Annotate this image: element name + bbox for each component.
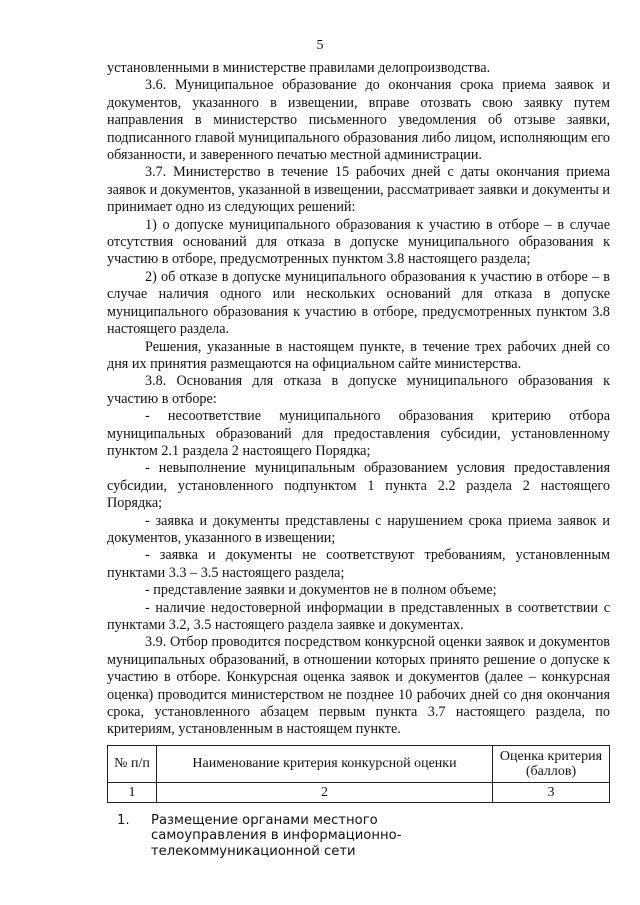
table-numbering-row <box>108 782 610 802</box>
refusal-reason: - заявка и документы не соответствуют требованиям, установленным пунктами 3.3 – 3.5 настоящего раздела; <box>107 547 610 581</box>
paragraph-3-6: 3.6. Муниципальное образование до окончания срока приема заявок и документов, указанного в извещении, вправе отозвать свою заявку путем направления в министерство письменного уведомления об отзыве заявки, подписанного главой муниципального образования либо лицом, исполняющим его обязанности, и заверенного печатью местной администрации. <box>107 77 610 164</box>
paragraph-decisions: Решения, указанные в настоящем пункте, в течение трех рабочих дней со дня их принятия размещаются на официальном сайте министерства. <box>107 338 610 372</box>
header-criterion: Наименование критерия конкурсной оценки <box>157 745 493 782</box>
refusal-reason: - несоответствие муниципального образования критерию отбора муниципальных образований для предоставления субсидии, установленному пунктом 2.1 раздела 2 настоящего Порядка; <box>107 408 610 459</box>
refusal-reason: - невыполнение муниципальным образованием условия предоставления субсидии, установленного подпунктом 1 пункта 2.2 раздела 2 настоящего Порядка; <box>107 460 610 512</box>
header-number: № п/п <box>108 745 157 782</box>
header-score: Оценка критерия (баллов) <box>493 745 610 782</box>
paragraph-3-8: 3.8. Основания для отказа в допуске муниципального образования к участию в отборе: <box>107 373 610 407</box>
table-row <box>107 813 610 860</box>
table-header-row <box>108 745 610 782</box>
criteria-table <box>107 745 610 803</box>
column-number: 1 <box>108 782 157 802</box>
refusal-reason: - представление заявки и документов не в полном объеме; <box>145 582 497 599</box>
page-number: 5 <box>316 38 324 53</box>
paragraph: установленными в министерстве правилами делопроизводства. <box>107 60 491 76</box>
document-body <box>107 60 610 859</box>
row-criterion: Размещение органами местного самоуправления в информационно-телекоммуникационной сети <box>151 812 402 859</box>
paragraph-3-9: 3.9. Отбор проводится посредством конкурсной оценки заявок и документов муниципальных образований, в отношении которых принято решение о допуске к участию в отборе. Конкурсная оценка заявок и документов (далее – конкурсная оценка) проводится министерством не позднее 10 рабочих дней со дня окончания срока, установленного абзацем первым пункта 3.7 настоящего раздела, по критериям, установленным в настоящем пункте. <box>107 634 610 738</box>
refusal-reason: - наличие недостоверной информации в представленных в соответствии с пунктами 3.2, 3.5 настоящего раздела заявке и документах. <box>107 599 610 633</box>
row-number: 1. <box>117 812 130 828</box>
decision-item-1: 1) о допуске муниципального образования к участию в отборе – в случае отсутствия оснований для отказа в допуске муниципального образования к участию в отборе, предусмотренных пунктом 3.8 настоящего раздела; <box>107 216 610 268</box>
column-number: 2 <box>157 782 493 802</box>
refusal-reason: - заявка и документы представлены с нарушением срока приема заявок и документов, указанного в извещении; <box>107 512 610 546</box>
paragraph-3-7: 3.7. Министерство в течение 15 рабочих дней с даты окончания приема заявок и документов, указанной в извещении, рассматривает заявки и документы и принимает одно из следующих решений: <box>107 164 610 216</box>
decision-item-2: 2) об отказе в допуске муниципального образования к участию в отборе – в случае наличия одного или нескольких оснований для отказа в допуске муниципального образования к участию в отборе, предусмотренных пунктом 3.8 настоящего раздела. <box>107 268 610 338</box>
column-number: 3 <box>493 782 610 802</box>
